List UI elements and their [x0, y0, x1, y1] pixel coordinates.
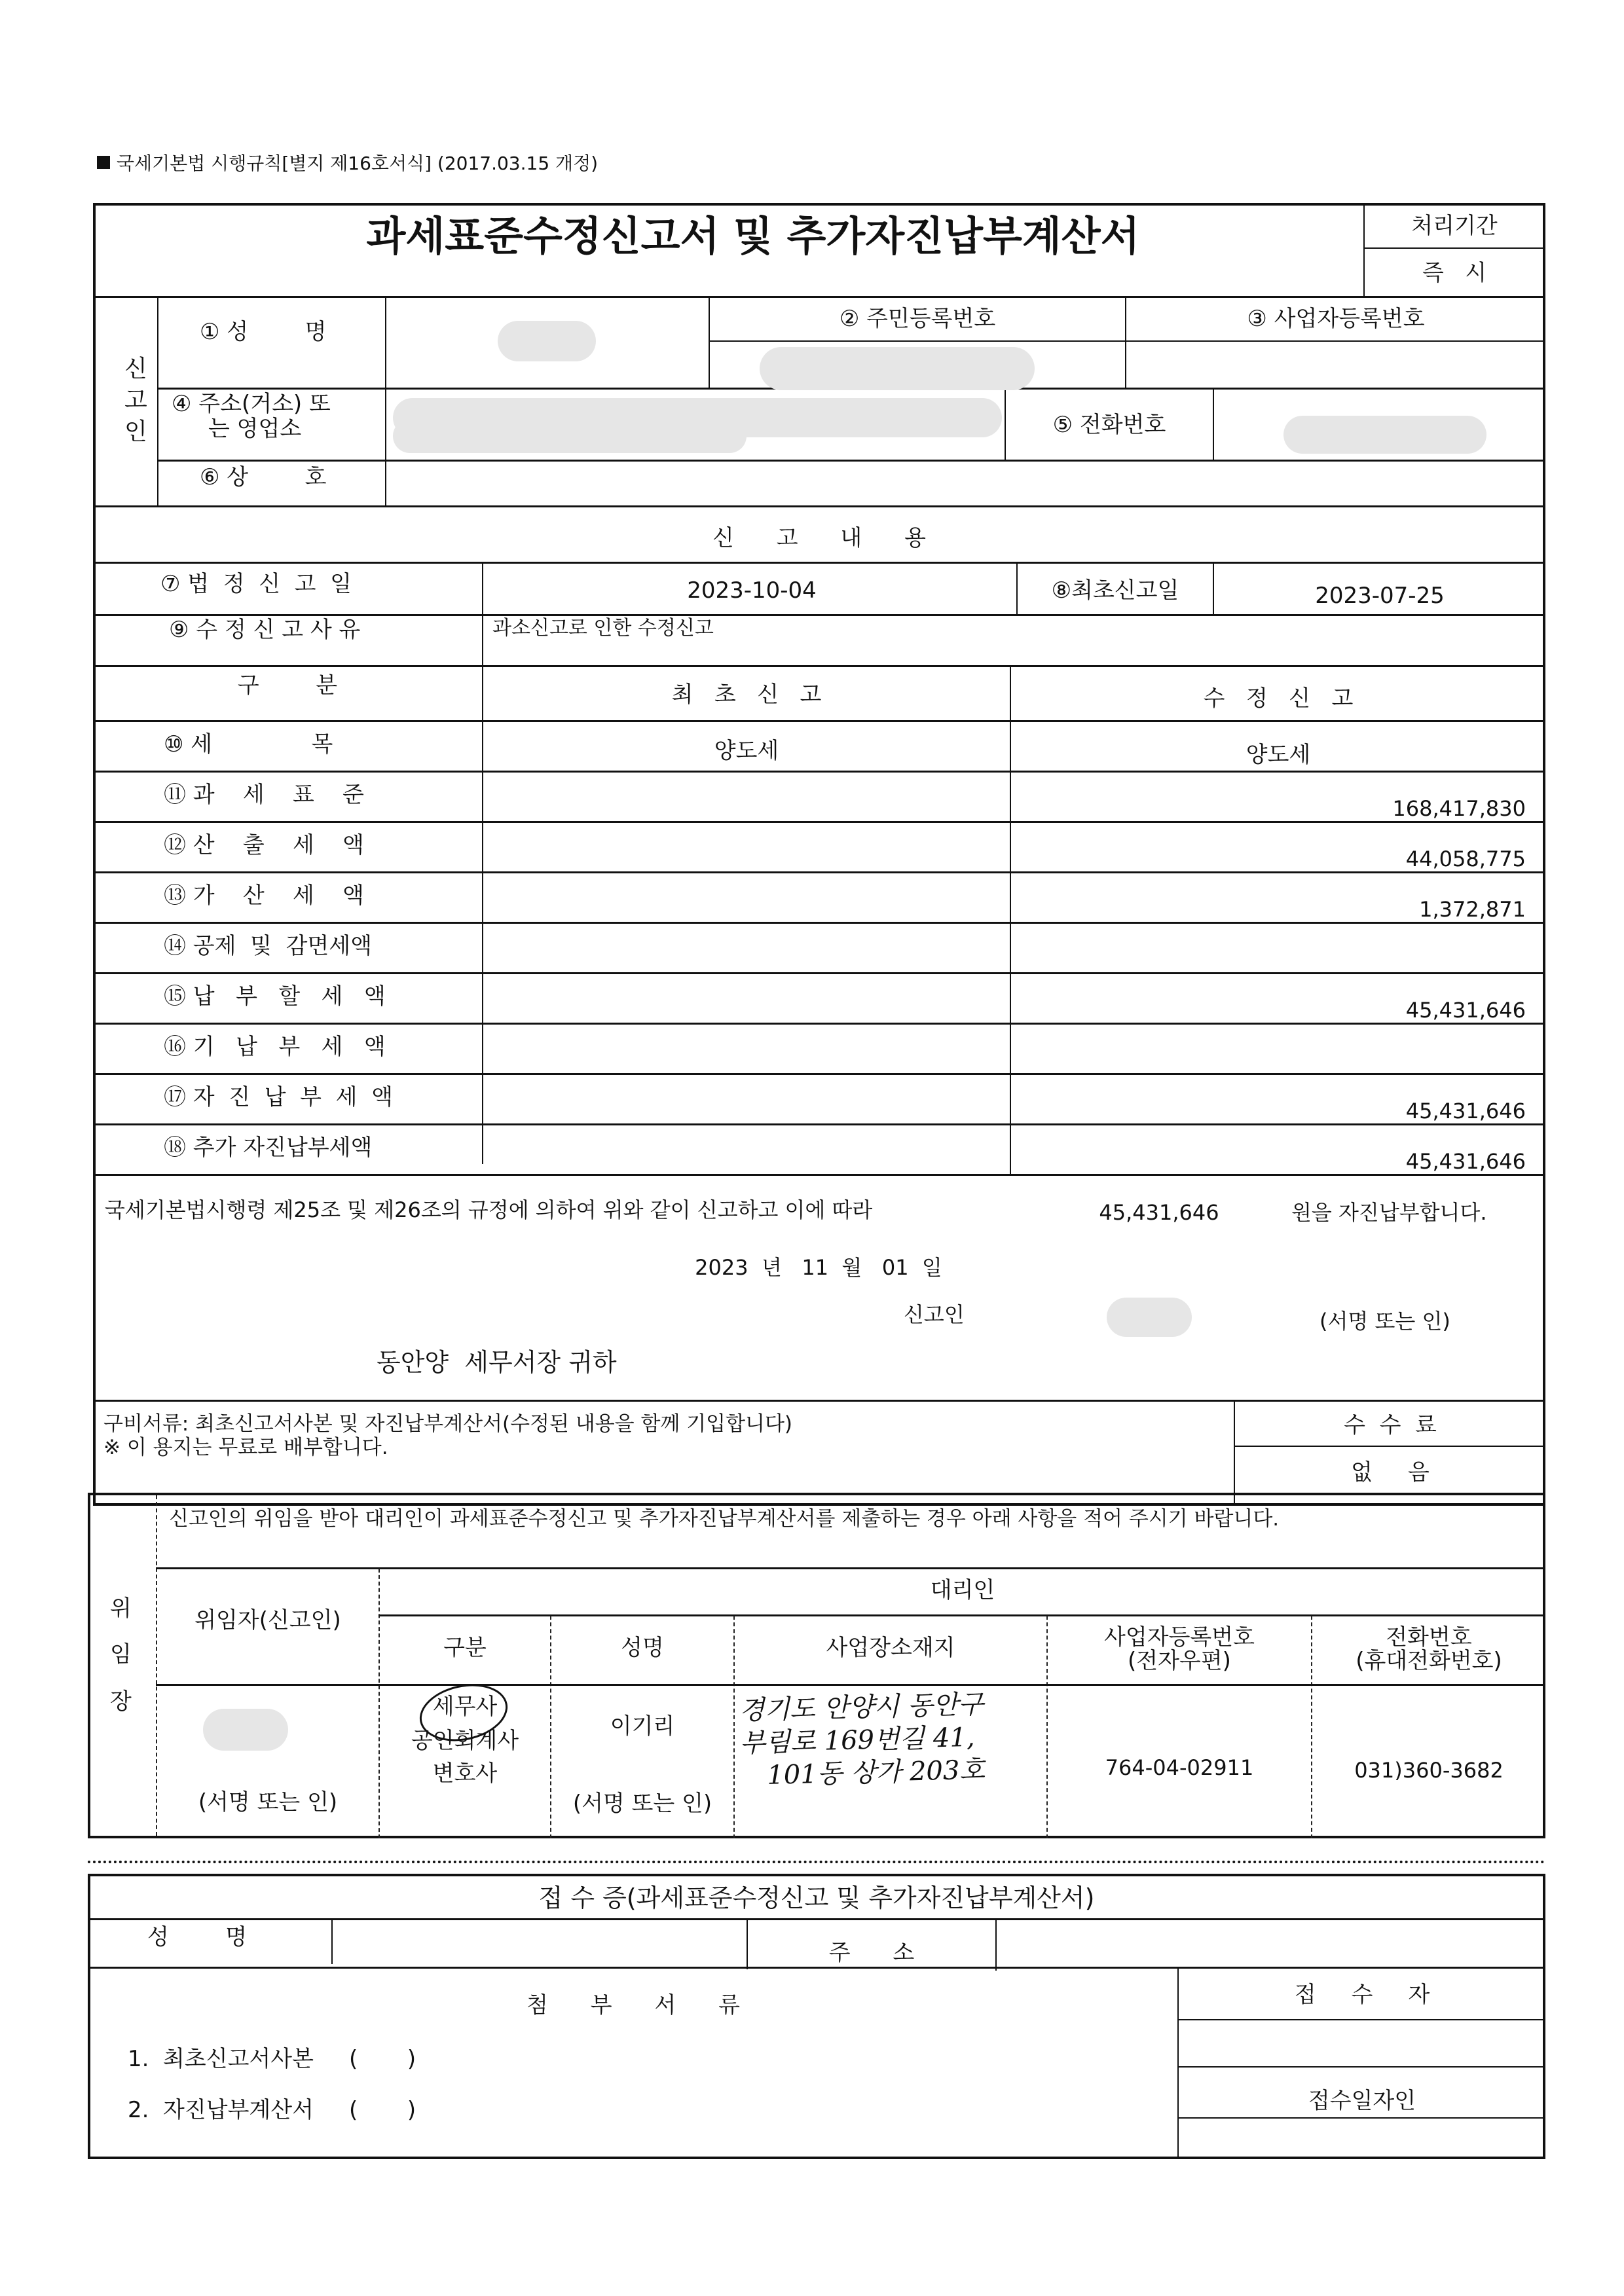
- col-amended: 수 정 신 고: [1203, 685, 1354, 712]
- signer-redacted: [1107, 1298, 1192, 1337]
- amend-reason-label: ⑨ 수 정 신 고 사 유: [169, 617, 361, 643]
- delegator-redacted: [203, 1709, 288, 1751]
- tax-row-label: ⑱ 추가 자진납부세액: [164, 1135, 373, 1161]
- agent-type-lawyer[interactable]: 변호사: [432, 1760, 498, 1787]
- tax-row-label: ⑯ 기 납 부 세 액: [164, 1034, 386, 1060]
- attached-item-1: 1. 최초신고서사본 ( ): [128, 2046, 416, 2072]
- processing-period-value: 즉 시: [1422, 260, 1487, 286]
- name-redacted: [498, 321, 596, 361]
- form-ref-marker-icon: [97, 156, 110, 169]
- row-divider: [93, 771, 1545, 773]
- agent-brn: 764-04-02911: [1105, 1755, 1254, 1780]
- col-initial: 최 초 신 고: [671, 682, 822, 708]
- row-divider: [93, 922, 1545, 924]
- brn-label: ③ 사업자등록번호: [1247, 306, 1425, 332]
- col-phone-2: (휴대전화번호): [1356, 1648, 1502, 1674]
- declaration-text-end: 원을 자진납부합니다.: [1291, 1200, 1487, 1225]
- tax-row-amended: 45,431,646: [1405, 1099, 1526, 1123]
- content-header: 신 고 내 용: [712, 525, 926, 551]
- name-label: ① 성 명: [200, 319, 327, 345]
- tax-row-label: ⑫ 산 출 세 액: [164, 832, 364, 858]
- col-type: 구분: [443, 1635, 487, 1661]
- address-label-1: ④ 주소(거소) 또: [172, 391, 331, 417]
- declaration-date: 2023 년 11 월 01 일: [695, 1255, 942, 1280]
- agent-type-cpa[interactable]: 공인회계사: [411, 1728, 519, 1754]
- attached-docs-header: 첨 부 서 류: [526, 1992, 740, 2018]
- poa-intro: 신고인의 위임을 받아 대리인이 과세표준수정신고 및 추가자진납부계산서를 제출하는 경우 아래 사항을 적어 주시기 바랍니다.: [169, 1507, 1280, 1531]
- poa-section-label-2: 임: [110, 1641, 132, 1667]
- agent-phone: 031)360-3682: [1354, 1758, 1504, 1783]
- declaration-amount: 45,431,646: [1099, 1200, 1219, 1225]
- tax-row-amended: 45,431,646: [1405, 998, 1526, 1023]
- tax-row-amended: 45,431,646: [1405, 1149, 1526, 1174]
- col-category: 구 분: [237, 672, 338, 699]
- tax-row-amended: 1,372,871: [1419, 897, 1526, 922]
- legal-date-label: ⑦ 법 정 신 고 일: [160, 571, 352, 597]
- row-divider: [93, 1174, 1545, 1176]
- col-name: 성명: [621, 1635, 664, 1661]
- free-distribution-note: ※ 이 용지는 무료로 배부합니다.: [103, 1436, 388, 1459]
- receipt-stamp-label: 접수일자인: [1308, 2088, 1416, 2114]
- initial-date-value: 2023-07-25: [1315, 583, 1445, 609]
- tax-row-label: ⑪ 과 세 표 준: [164, 782, 364, 808]
- agent-address-line: 101동 상가 203호: [766, 1755, 986, 1791]
- receipt-address-label: 주 소: [828, 1940, 915, 1966]
- amend-reason-value: 과소신고로 인한 수정신고: [492, 617, 714, 640]
- row-divider: [93, 1073, 1545, 1075]
- tax-row-amended: 44,058,775: [1405, 847, 1526, 871]
- rrn-redacted: [760, 347, 1035, 390]
- row-divider: [93, 871, 1545, 873]
- agent-type-tax-accountant[interactable]: 세무사: [432, 1694, 498, 1720]
- address-label-2: 는 영업소: [208, 416, 302, 442]
- required-docs: 구비서류: 최초신고서사본 및 자진납부계산서(수정된 내용을 함께 기입합니다): [103, 1412, 793, 1436]
- agent-name: 이기리: [610, 1713, 675, 1740]
- tax-row-label: ⑩ 세 목: [164, 731, 333, 757]
- tax-row-amended: 168,417,830: [1392, 796, 1526, 821]
- row-divider: [93, 1023, 1545, 1025]
- delegator-sign-note: (서명 또는 인): [198, 1789, 338, 1815]
- fee-value: 없 음: [1351, 1459, 1430, 1485]
- initial-date-label: ⑧최초신고일: [1051, 577, 1179, 604]
- tax-row-initial: 양도세: [714, 738, 779, 764]
- tax-row-label: ⑮ 납 부 할 세 액: [164, 983, 386, 1010]
- addressee: 동안양 세무서장 귀하: [377, 1348, 617, 1377]
- agent-address-line: 경기도 안양시 동안구: [739, 1689, 984, 1726]
- receipt-title: 접 수 증(과세표준수정신고 및 추가자진납부계산서): [538, 1884, 1095, 1912]
- phone-redacted: [1283, 416, 1486, 454]
- trade-name-label: ⑥ 상 호: [200, 464, 327, 490]
- processing-period-label: 처리기간: [1411, 213, 1498, 239]
- form-reference: 국세기본법 시행규칙[별지 제16호서식] (2017.03.15 개정): [117, 153, 599, 174]
- poa-section-label-3: 장: [110, 1688, 132, 1715]
- phone-label: ⑤ 전화번호: [1052, 412, 1166, 438]
- rrn-label: ② 주민등록번호: [839, 306, 996, 332]
- col-address: 사업장소재지: [826, 1635, 955, 1661]
- row-divider: [93, 1123, 1545, 1125]
- col-phone-1: 전화번호: [1386, 1624, 1472, 1650]
- agent-label: 대리인: [930, 1577, 995, 1603]
- agent-sign-note: (서명 또는 인): [572, 1791, 712, 1817]
- legal-date-value: 2023-10-04: [687, 577, 817, 604]
- row-divider: [93, 821, 1545, 823]
- tax-row-label: ⑬ 가 산 세 액: [164, 883, 364, 909]
- page-title: 과세표준수정신고서 및 추가자진납부계산서: [366, 212, 1140, 260]
- cut-line: [88, 1861, 1545, 1863]
- fee-label: 수 수 료: [1344, 1412, 1437, 1438]
- receipt-name-label: 성 명: [147, 1924, 248, 1950]
- agent-address-handwritten: [739, 1686, 1046, 1793]
- receiver-label: 접 수 자: [1294, 1982, 1430, 2008]
- agent-address-line: 부림로 169번길 41,: [739, 1722, 976, 1759]
- reporter-section-label: 신고인: [124, 355, 147, 445]
- col-brn-2: (전자우편): [1128, 1648, 1231, 1674]
- signer-sign-note: (서명 또는 인): [1320, 1309, 1450, 1334]
- col-brn-1: 사업자등록번호: [1104, 1624, 1255, 1650]
- declaration-text: 국세기본법시행령 제25조 및 제26조의 규정에 의하여 위와 같이 신고하고 이에 따라: [105, 1197, 873, 1222]
- row-divider: [93, 972, 1545, 974]
- poa-section-label-1: 위: [110, 1595, 132, 1622]
- delegator-label: 위임자(신고인): [194, 1607, 341, 1633]
- tax-row-label: ⑭ 공제 및 감면세액: [164, 933, 372, 959]
- tax-row-label: ⑰ 자 진 납 부 세 액: [164, 1084, 393, 1110]
- signer-label: 신고인: [904, 1302, 965, 1327]
- attached-item-2: 2. 자진납부계산서 ( ): [128, 2097, 416, 2123]
- tax-row-amended: 양도세: [1246, 742, 1311, 768]
- address-redacted-2: [393, 419, 747, 453]
